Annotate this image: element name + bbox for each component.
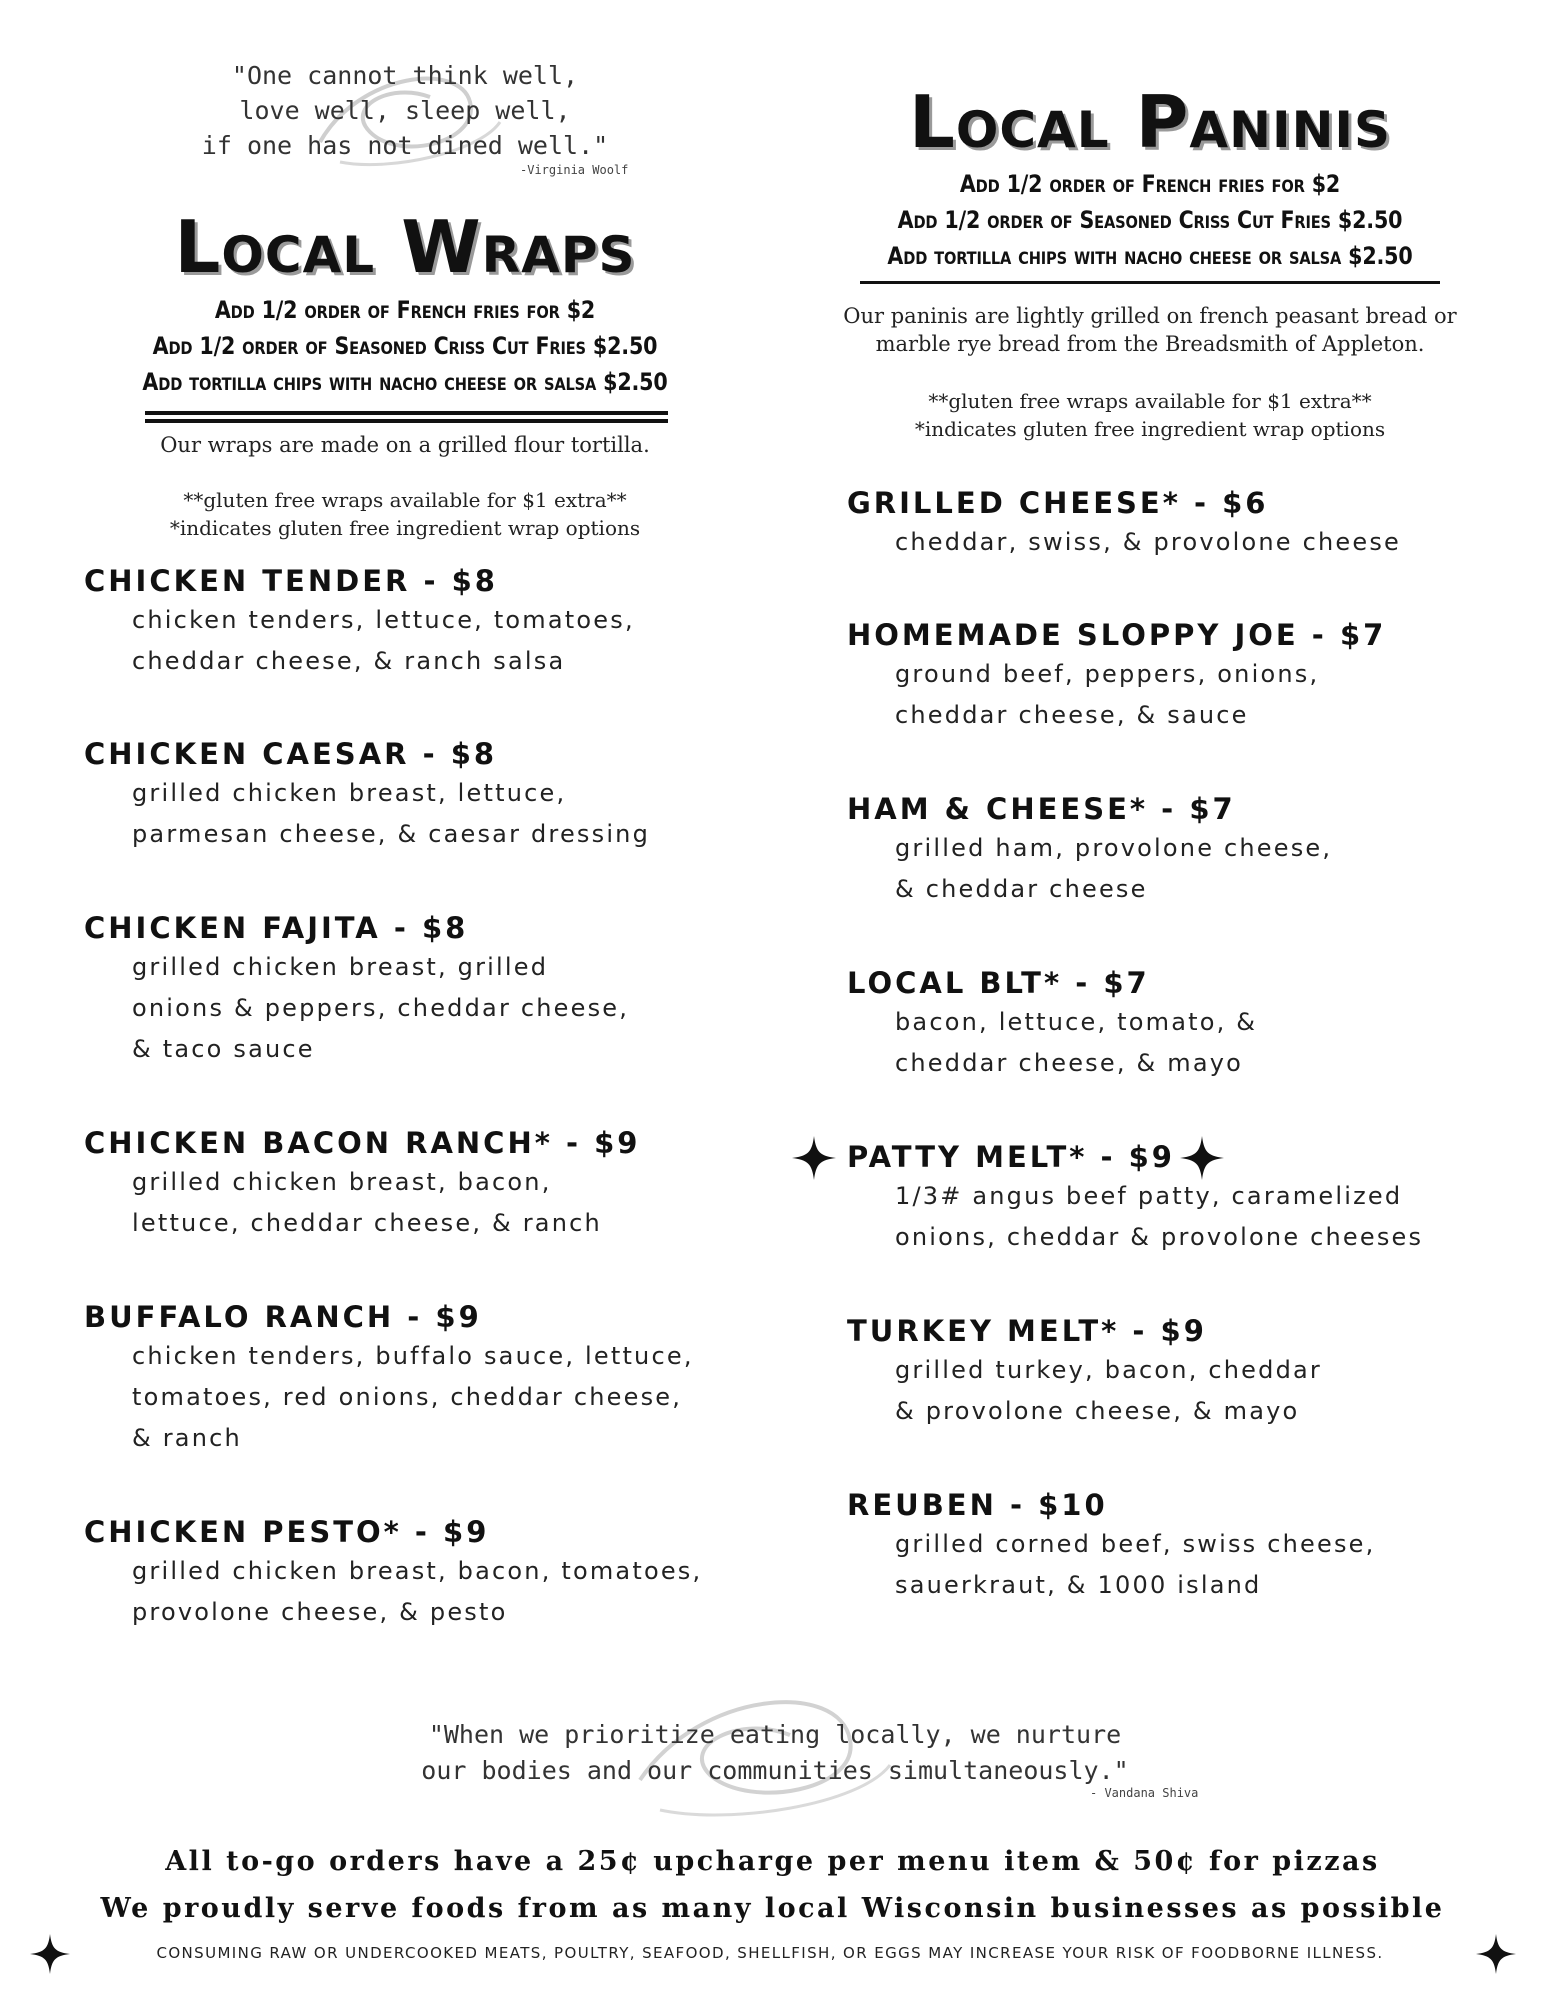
note-line: Our paninis are lightly grilled on french peasant bread or [843,304,1457,328]
desc-line: cheddar, swiss, & provolone cheese [895,528,1401,556]
gf-line: **gluten free wraps available for $1 extra** [928,389,1372,413]
desc-line: cheddar cheese, & mayo [895,1049,1244,1077]
item-name: HAM & CHEESE* - $7 [847,792,1236,826]
gf-line: **gluten free wraps available for $1 extra** [183,488,627,512]
panini-item [847,1314,1527,1432]
item-desc [847,654,1527,736]
desc-line: grilled corned beef, swiss cheese, [895,1530,1376,1558]
desc-line: grilled chicken breast, bacon, [132,1168,552,1196]
local-sourcing-text: We proudly serve foods from as many local Wisconsin businesses as possible [100,1893,1445,1924]
desc-line: 1/3# angus beef patty, caramelized [895,1182,1403,1210]
desc-line: sauerkraut, & 1000 island [895,1571,1262,1599]
wrap-item [84,1126,764,1244]
top-quote-line: "One cannot think well, [231,61,579,90]
wraps-addons [60,292,750,400]
desc-line: cheddar cheese, & ranch salsa [132,647,566,675]
paninis-addons [800,166,1500,274]
item-desc [84,1162,764,1244]
desc-line: chicken tenders, lettuce, tomatoes, [132,606,635,634]
desc-line: & taco sauce [132,1035,315,1063]
desc-line: cheddar cheese, & sauce [895,701,1249,729]
panini-item [847,792,1527,910]
item-name: TURKEY MELT* - $9 [847,1314,1207,1348]
top-quote-author: -Virginia Woolf [520,163,629,177]
item-name: GRILLED CHEESE* - $6 [847,486,1269,520]
item-desc [84,600,764,682]
item-desc [847,1524,1527,1606]
item-name: CHICKEN PESTO* - $9 [84,1515,490,1549]
gf-line: *indicates gluten free ingredient wrap options [914,417,1386,441]
desc-line: onions & peppers, cheddar cheese, [132,994,630,1022]
desc-line: tomatoes, red onions, cheddar cheese, [132,1383,683,1411]
desc-line: grilled chicken breast, bacon, tomatoes, [132,1557,703,1585]
wraps-title: Local Wraps [174,205,636,289]
food-safety-disclaimer: CONSUMING RAW OR UNDERCOOKED MEATS, POULTRY, SEAFOOD, SHELLFISH, OR EGGS MAY INCREASE YOUR RISK OF FOODBORNE ILLNESS. [156,1944,1384,1962]
wrap-item [84,737,764,855]
desc-line: grilled chicken breast, grilled [132,953,549,981]
divider [145,419,668,423]
paninis-addon: Add tortilla chips with nacho cheese or salsa $2.50 [887,242,1413,270]
bottom-quote-author: - Vandana Shiva [1090,1786,1199,1800]
item-name: PATTY MELT* - $9 [847,1140,1175,1174]
panini-item [847,1488,1527,1606]
item-desc [84,1336,764,1459]
desc-line: parmesan cheese, & caesar dressing [132,820,651,848]
note-line: marble rye bread from the Breadsmith of Appleton. [875,332,1425,356]
desc-line: lettuce, cheddar cheese, & ranch [132,1209,602,1237]
desc-line: bacon, lettuce, tomato, & [895,1008,1258,1036]
top-quote-line: love well, sleep well, [239,96,571,125]
desc-line: & ranch [132,1424,242,1452]
desc-line: grilled chicken breast, lettuce, [132,779,567,807]
gf-line: *indicates gluten free ingredient wrap options [169,516,641,540]
item-desc [847,522,1527,563]
wraps-addon: Add 1/2 order of Seasoned Criss Cut Fries $2.50 [152,332,658,360]
four-point-star-icon [1180,1136,1224,1180]
item-name: CHICKEN FAJITA - $8 [84,911,469,945]
wrap-item [84,911,764,1070]
desc-line: grilled turkey, bacon, cheddar [895,1356,1322,1384]
desc-line: chicken tenders, buffalo sauce, lettuce, [132,1342,694,1370]
desc-line: provolone cheese, & pesto [132,1598,508,1626]
divider [860,281,1440,284]
divider [145,411,668,415]
desc-line: onions, cheddar & provolone cheeses [895,1223,1424,1251]
item-desc [84,1551,764,1633]
wraps-addon: Add tortilla chips with nacho cheese or salsa $2.50 [142,368,668,396]
four-point-star-icon [1476,1934,1516,1974]
item-name: BUFFALO RANCH - $9 [84,1300,482,1334]
paninis-addon: Add 1/2 order of Seasoned Criss Cut Fries $2.50 [897,206,1403,234]
paninis-title: Local Paninis [908,80,1392,164]
wraps-note: Our wraps are made on a grilled flour tortilla. [160,433,650,457]
wrap-item [84,564,764,682]
item-name: REUBEN - $10 [847,1488,1108,1522]
item-name: LOCAL BLT* - $7 [847,966,1150,1000]
desc-line: & cheddar cheese [895,875,1148,903]
item-desc [84,947,764,1070]
item-name: CHICKEN BACON RANCH* - $9 [84,1126,641,1160]
wraps-gf-note [60,486,750,542]
item-desc [847,1002,1527,1084]
paninis-addon: Add 1/2 order of French fries for $2 [959,170,1341,198]
four-point-star-icon [792,1136,836,1180]
item-desc [847,828,1527,910]
top-quote-line: if one has not dined well." [201,131,609,160]
item-desc [847,1176,1527,1258]
panini-item [847,966,1527,1084]
bottom-quote-line: our bodies and our communities simultaneously." [421,1756,1129,1785]
to-go-upcharge-text: All to-go orders have a 25¢ upcharge per menu item & 50¢ for pizzas [165,1846,1380,1877]
desc-line: grilled ham, provolone cheese, [895,834,1333,862]
bottom-quote-line: "When we prioritize eating locally, we nurture [428,1720,1122,1749]
desc-line: ground beef, peppers, onions, [895,660,1320,688]
item-desc [847,1350,1527,1432]
item-name: CHICKEN CAESAR - $8 [84,737,498,771]
desc-line: & provolone cheese, & mayo [895,1397,1300,1425]
item-desc [84,773,764,855]
wraps-addon: Add 1/2 order of French fries for $2 [214,296,596,324]
panini-item [847,486,1527,563]
paninis-note [800,302,1500,358]
item-name: HOMEMADE SLOPPY JOE - $7 [847,618,1387,652]
top-quote [140,58,670,163]
panini-item [847,618,1527,736]
item-name: CHICKEN TENDER - $8 [84,564,498,598]
wrap-item [84,1300,764,1459]
paninis-gf-note [800,387,1500,443]
bottom-quote [300,1717,1250,1789]
wrap-item [84,1515,764,1633]
